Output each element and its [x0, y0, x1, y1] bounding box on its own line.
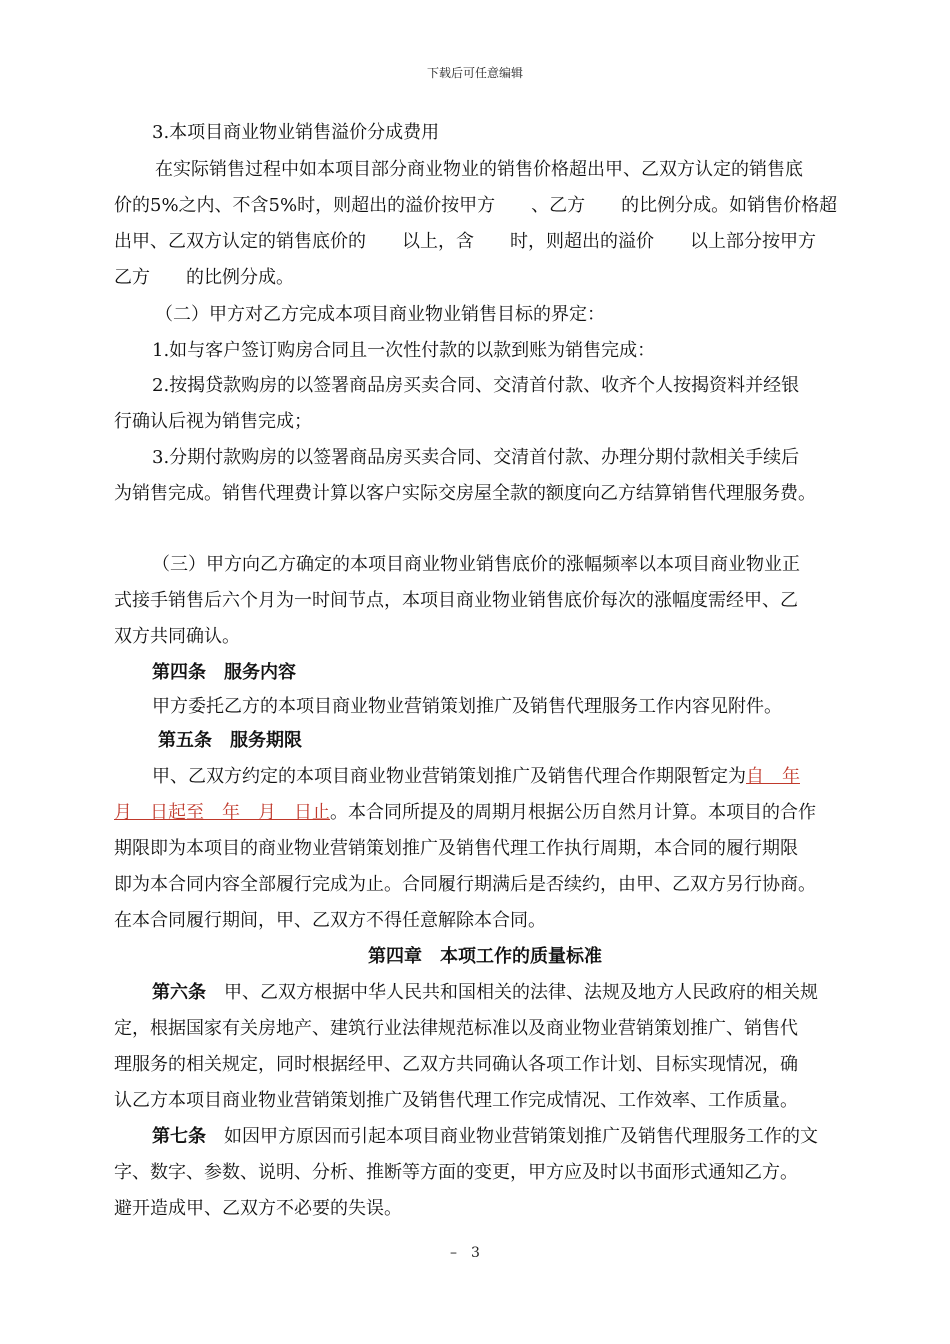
paragraph-line: 避开造成甲、乙双方不必要的失误。	[114, 1198, 402, 1219]
paragraph-line: 双方共同确认。	[114, 626, 240, 647]
paragraph-line: 即为本合同内容全部履行完成为止。合同履行期满后是否续约，由甲、乙双方另行协商。	[114, 874, 816, 895]
subsection-3-line: （三）甲方向乙方确定的本项目商业物业销售底价的涨幅频率以本项目商业物业正	[152, 554, 800, 575]
paragraph-line: 式接手销售后六个月为一时间节点，本项目商业物业销售底价每次的涨幅度需经甲、乙	[114, 590, 798, 611]
paragraph-text: 甲、乙双方根据中华人民共和国相关的法律、法规及地方人民政府的相关规	[206, 982, 818, 1003]
paragraph-text: 。本合同所提及的周期月根据公历自然月计算。本项目的合作	[330, 802, 816, 823]
paragraph-text: 如因甲方原因而引起本项目商业物业营销策划推广及销售代理服务工作的文	[206, 1126, 818, 1147]
date-placeholder: 月 日起至 年 月 日止	[114, 802, 330, 823]
paragraph-line: 定，根据国家有关房地产、建筑行业法律规范标准以及商业物业营销策划推广、销售代	[114, 1018, 798, 1039]
paragraph-line: 在本合同履行期间，甲、乙双方不得任意解除本合同。	[114, 910, 546, 931]
paragraph-line: 价的5%之内、不含5%时，则超出的溢价按甲方 、乙方 的比例分成。如销售价格超	[114, 195, 838, 216]
paragraph-line: 出甲、乙双方认定的销售底价的 以上，含 时，则超出的溢价 以上部分按甲方	[114, 231, 816, 252]
article-5-heading: 第五条 服务期限	[158, 730, 302, 751]
list-item: 3.分期付款购房的以签署商品房买卖合同、交清首付款、办理分期付款相关手续后	[152, 447, 800, 468]
paragraph-line: 甲方委托乙方的本项目商业物业营销策划推广及销售代理服务工作内容见附件。	[152, 696, 782, 717]
paragraph-line: 为销售完成。销售代理费计算以客户实际交房屋全款的额度向乙方结算销售代理服务费。	[114, 483, 816, 504]
paragraph-line: 乙方 的比例分成。	[114, 267, 294, 288]
paragraph-line	[152, 764, 800, 790]
article-7-label: 第七条	[152, 1126, 206, 1147]
paragraph-line: 字、数字、参数、说明、分析、推断等方面的变更，甲方应及时以书面形式通知乙方。	[114, 1162, 798, 1183]
article-4-heading: 第四条 服务内容	[152, 662, 296, 683]
article-6-label: 第六条	[152, 982, 206, 1003]
paragraph-line	[152, 980, 818, 1006]
paragraph-text: 甲、乙双方约定的本项目商业物业营销策划推广及销售代理合作期限暂定为	[152, 766, 746, 787]
paragraph-line: 认乙方本项目商业物业营销策划推广及销售代理工作完成情况、工作效率、工作质量。	[114, 1090, 798, 1111]
paragraph-line: 在实际销售过程中如本项目部分商业物业的销售价格超出甲、乙双方认定的销售底	[155, 159, 803, 180]
chapter-4-heading: 第四章 本项工作的质量标准	[368, 946, 602, 967]
section-3-title: 3.本项目商业物业销售溢价分成费用	[152, 122, 440, 143]
page-number: – 3	[450, 1245, 480, 1261]
paragraph-line: 期限即为本项目的商业物业营销策划推广及销售代理工作执行周期，本合同的履行期限	[114, 838, 798, 859]
page-header: 下载后可任意编辑	[426, 66, 523, 80]
list-item: 1.如与客户签订购房合同且一次性付款的以款到账为销售完成：	[152, 340, 656, 361]
date-placeholder: 自 年	[746, 766, 800, 787]
subsection-2-title: （二）甲方对乙方完成本项目商业物业销售目标的界定：	[155, 304, 605, 325]
paragraph-line	[114, 800, 816, 826]
paragraph-line: 理服务的相关规定，同时根据经甲、乙双方共同确认各项工作计划、目标实现情况，确	[114, 1054, 798, 1075]
list-item: 2.按揭贷款购房的以签署商品房买卖合同、交清首付款、收齐个人按揭资料并经银	[152, 375, 800, 396]
paragraph-line	[152, 1124, 818, 1150]
paragraph-line: 行确认后视为销售完成；	[114, 411, 312, 432]
